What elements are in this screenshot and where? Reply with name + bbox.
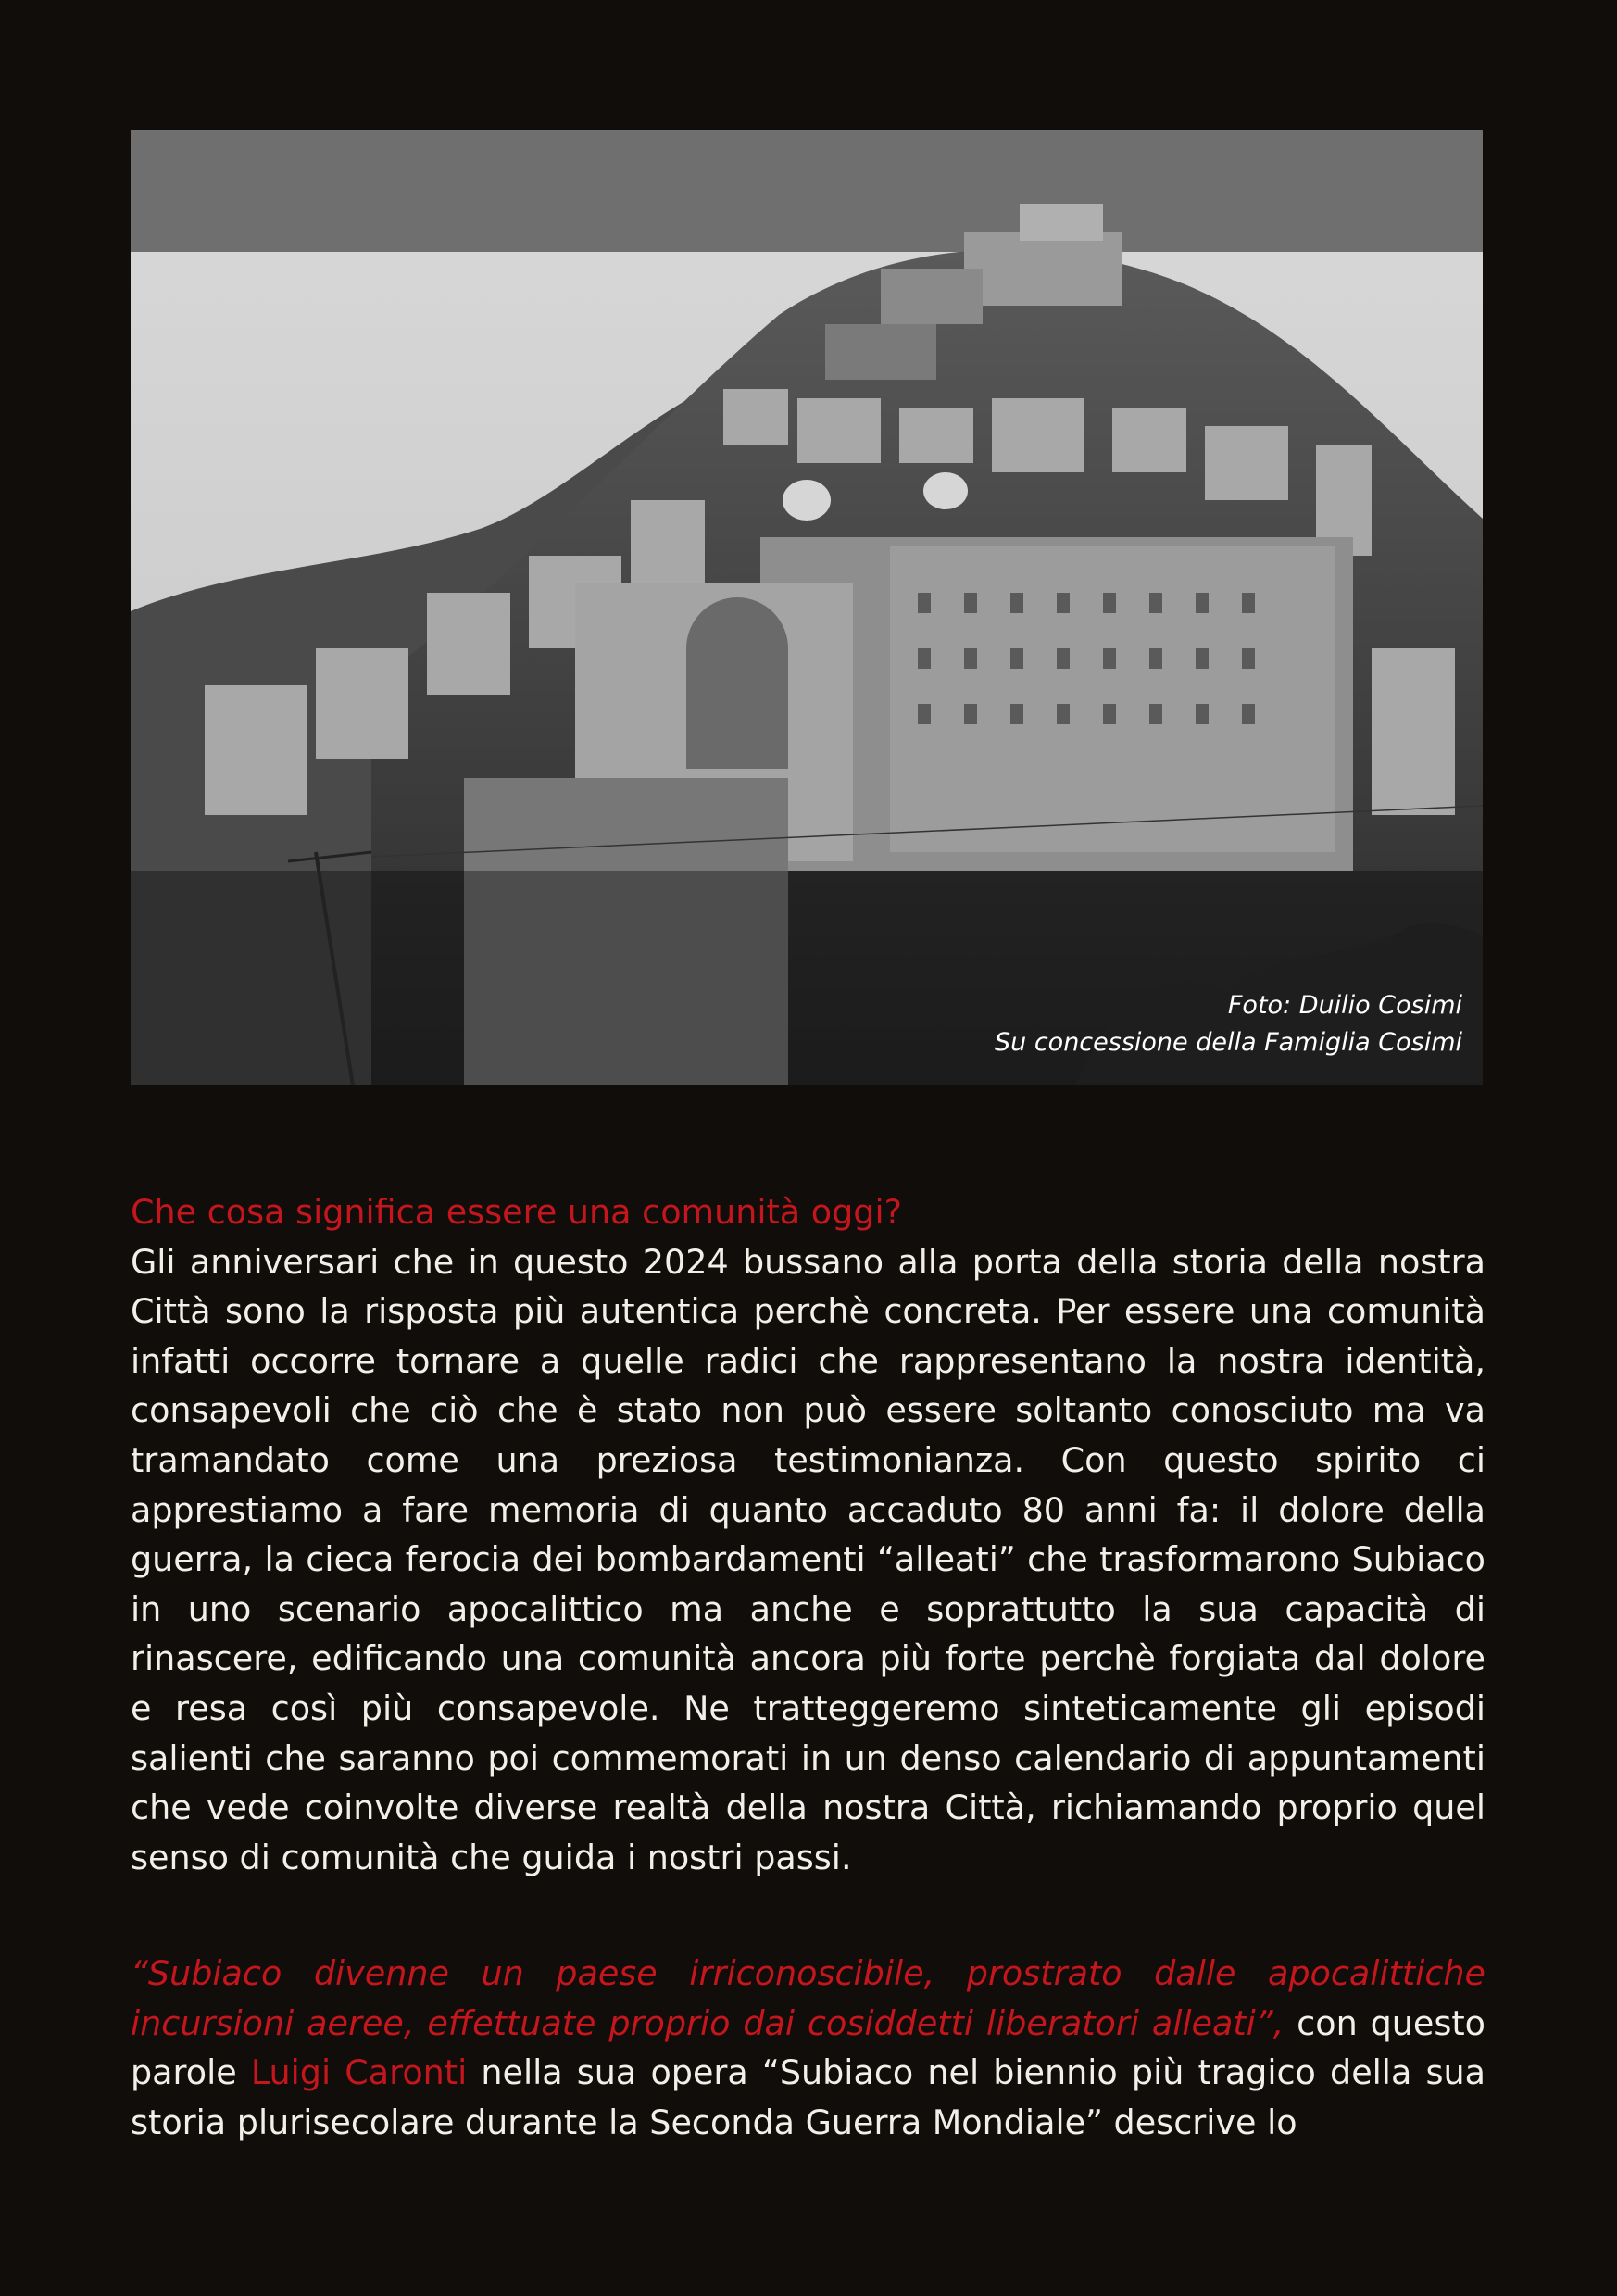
quote-closing: nella sua opera “Subiaco nel biennio più tragico della sua storia plurisecolare durante la Seconda Guerra Mondiale” descrive lo [131, 2052, 1485, 2142]
historic-photo-subiaco [131, 130, 1483, 1085]
photo-illustration [131, 130, 1483, 1085]
quote-author: Luigi Caronti [250, 2052, 468, 2093]
caption-permission: Su concessione della Famiglia Cosimi [995, 1028, 1462, 1057]
quote-paragraph [131, 1949, 1485, 2147]
photo-caption [995, 987, 1462, 1061]
article-quote-section [131, 1949, 1485, 2147]
quote-continuation: con questo parole [131, 2002, 1485, 2093]
article-intro [131, 1187, 1485, 1882]
caption-credit: Foto: Duilio Cosimi [1227, 991, 1462, 1020]
article-body: Gli anniversari che in questo 2024 bussano alla porta della storia della nostra Città sono la risposta più autentica perchè concreta. Per essere una comunità infatti occorre tornare a quelle radici che rappresentano la nostra identità, consapevoli che ciò che è stato non può essere soltanto conosciuto ma va tramandato come una preziosa testimonianza. Con questo spirito ci apprestiamo a fare memoria di quanto accaduto 80 anni fa: il dolore della guerra, la cieca ferocia dei bombardamenti “alleati” che trasformarono Subiaco in uno scenario apocalittico ma anche e soprattutto la sua capacità di rinascere, edificando una comunità ancora più forte perchè forgiata dal dolore e resa così più consapevole. Ne tratteggeremo sinteticamente gli episodi salienti che saranno poi commemorati in un denso calendario di appuntamenti che vede coinvolte diverse realtà della nostra Città, richiamando proprio quel senso di comunità che guida i nostri passi. [131, 1241, 1485, 1877]
quote-text: “Subiaco divenne un paese irriconoscibile, prostrato dalle apocalittiche incursioni aeree, effettuate proprio dai cosiddetti liberatori alleati”, [131, 1953, 1485, 2043]
article-heading: Che cosa significa essere una comunità oggi? [131, 1192, 902, 1232]
